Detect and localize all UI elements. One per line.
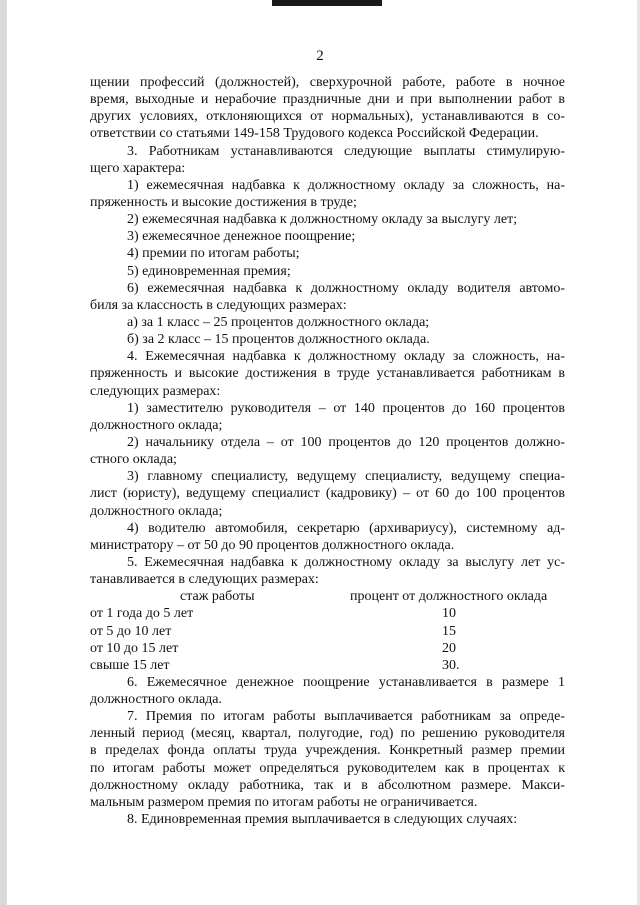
- text-line: должностного оклада;: [90, 417, 223, 433]
- table-body: [90, 605, 565, 674]
- table-row: [90, 623, 565, 640]
- text-line: 4. Ежемесячная надбавка к должностному окладу за сложность, на-: [127, 349, 565, 365]
- text-line: следующих размерах:: [90, 383, 221, 399]
- text-line: 4) премии по итогам работы;: [127, 246, 300, 262]
- text-line: должностного оклада.: [90, 692, 222, 708]
- table-cell-tenure: от 5 до 10 лет: [90, 623, 172, 639]
- text-line: щего характера:: [90, 160, 186, 176]
- text-line: министратору – от 50 до 90 процентов должностного оклада.: [90, 537, 455, 553]
- body-text-block-2: [90, 674, 565, 828]
- text-line: 3) ежемесячное денежное поощрение;: [127, 229, 356, 245]
- table-row: [90, 605, 565, 622]
- table-cell-percent: 30.: [442, 657, 460, 673]
- table-header: [90, 588, 565, 605]
- text-line: время, выходные и нерабочие праздничные дни и при выполнении работ в: [90, 92, 565, 108]
- document-body: [90, 74, 565, 828]
- text-line: 6. Ежемесячное денежное поощрение устанавливается в размере 1: [127, 674, 565, 690]
- text-line: 8. Единовременная премия выплачивается в следующих случаях:: [127, 812, 518, 828]
- text-line: б) за 2 класс – 15 процентов должностного оклада.: [127, 332, 430, 348]
- page-number: 2: [316, 48, 324, 64]
- table-cell-tenure: от 10 до 15 лет: [90, 640, 179, 656]
- text-line: 2) начальнику отдела – от 100 процентов до 120 процентов должно-: [127, 434, 565, 450]
- text-line: 3. Работникам устанавливаются следующие выплаты стимулирую-: [127, 143, 565, 159]
- text-line: пряженность и высокие достижения в труде устанавливается работникам в: [90, 366, 565, 382]
- text-line: по итогам работы может определяться руководителем как в процентах к: [90, 760, 565, 776]
- table-header-tenure: стаж работы: [180, 589, 255, 605]
- text-line: должностного оклада;: [90, 503, 223, 519]
- text-line: ответствии со статьями 149-158 Трудового кодекса Российской Федерации.: [90, 126, 539, 142]
- text-line: 1) ежемесячная надбавка к должностному окладу за сложность, на-: [127, 177, 565, 193]
- text-line: 1) заместителю руководителя – от 140 процентов до 160 процентов: [127, 400, 565, 416]
- text-line: мальным размером премия по итогам работы не ограничивается.: [90, 794, 478, 810]
- table-cell-tenure: свыше 15 лет: [90, 657, 170, 673]
- text-line: стного оклада;: [90, 452, 177, 468]
- text-line: а) за 1 класс – 25 процентов должностного оклада;: [127, 314, 430, 330]
- text-line: 7. Премия по итогам работы выплачивается работникам за опреде-: [127, 709, 565, 725]
- text-line: биля за классность в следующих размерах:: [90, 297, 347, 313]
- text-line: в пределах фонда оплаты труда учреждения. Конкретный размер премии: [90, 743, 565, 759]
- table-row: [90, 640, 565, 657]
- text-line: танавливается в следующих размерах:: [90, 572, 319, 588]
- table-cell-percent: 20: [442, 640, 456, 656]
- text-line: щении профессий (должностей), сверхурочной работе, работе в ночное: [90, 75, 565, 90]
- body-text-block-1: [90, 74, 565, 588]
- text-line: пряженность и высокие достижения в труде;: [90, 194, 357, 210]
- text-line: 4) водителю автомобиля, секретарю (архивариусу), системному ад-: [127, 520, 565, 536]
- table-row: [90, 657, 565, 674]
- scan-top-mark: [272, 0, 382, 6]
- text-line: ленный период (месяц, квартал, полугодие, год) по решению руководителя: [90, 726, 565, 742]
- text-line: 6) ежемесячная надбавка к должностному окладу водителя автомо-: [127, 280, 565, 296]
- table-header-percent: процент от должностного оклада: [350, 589, 548, 605]
- text-line: 5. Ежемесячная надбавка к должностному окладу за выслугу лет ус-: [127, 554, 565, 570]
- scan-left-edge: [0, 0, 7, 905]
- text-line: 5) единовременная премия;: [127, 263, 291, 279]
- text-line: других условиях, отклоняющихся от нормальных), устанавливаются в со-: [90, 109, 565, 125]
- text-line: лист (юристу), ведущему специалист (кадровику) – от 60 до 100 процентов: [90, 486, 565, 502]
- text-line: 2) ежемесячная надбавка к должностному окладу за выслугу лет;: [127, 212, 518, 228]
- table-cell-percent: 15: [442, 623, 456, 639]
- table-cell-tenure: от 1 года до 5 лет: [90, 606, 194, 622]
- text-line: должностному окладу работника, так и в абсолютном размере. Макси-: [90, 777, 565, 793]
- table-cell-percent: 10: [442, 606, 456, 622]
- text-line: 3) главному специалисту, ведущему специалисту, ведущему специа-: [127, 469, 565, 485]
